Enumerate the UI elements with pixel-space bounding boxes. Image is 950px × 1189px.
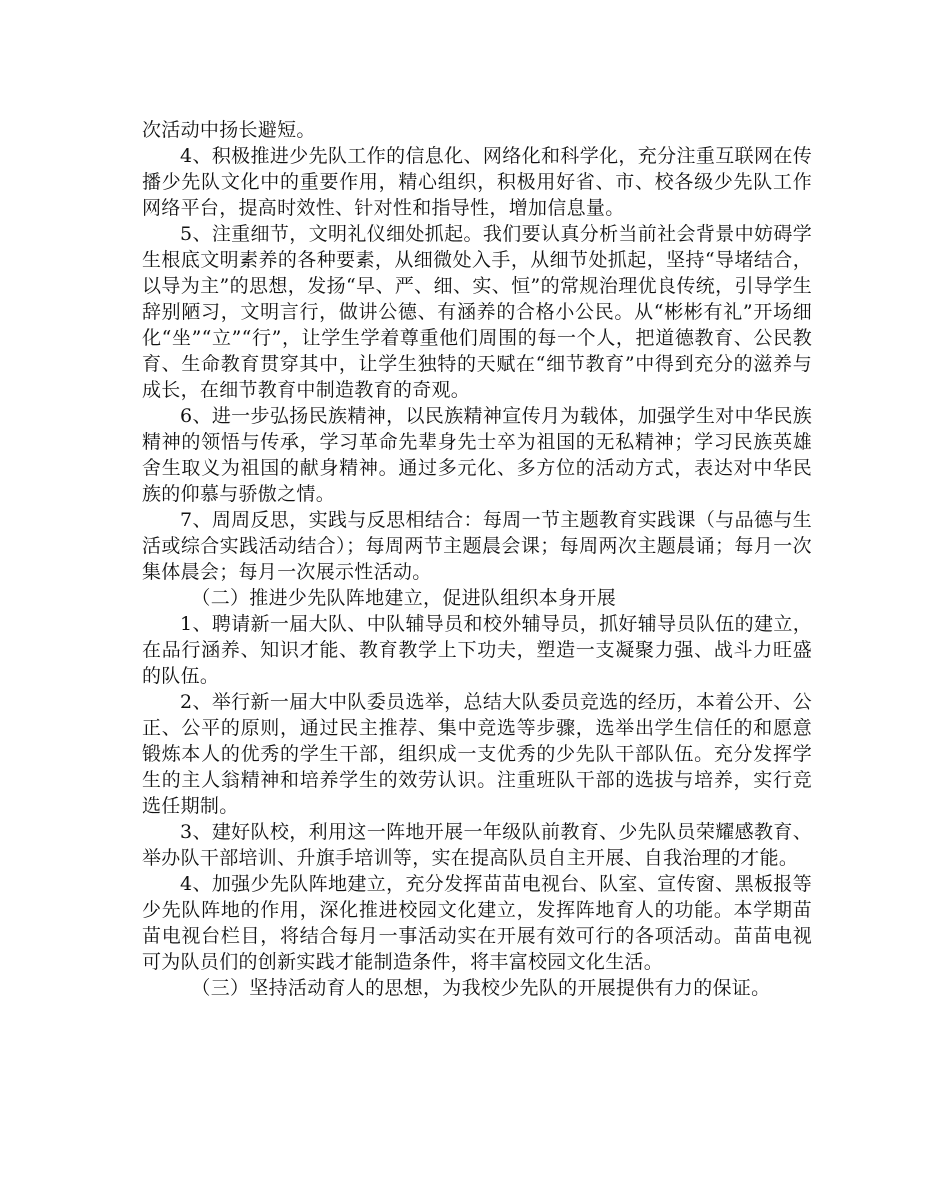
paragraph-item-5: 5、注重细节，文明礼仪细处抓起。我们要认真分析当前社会背景中妨碍学生根底文明素养的各种要素，从细微处入手，从细节处抓起，坚持“导堵结合，以导为主”的思想，发扬“早、严、细、实、恒”的常规治理优良传统，引导学生辞别陋习，文明言行，做讲公德、有涵养的合格小公民。从“彬彬有礼”开场细化“坐”“立”“行”，让学生学着尊重他们周围的每一个人，把道德教育、公民教育、生命教育贯穿其中，让学生独特的天赋在“细节教育”中得到充分的滋养与成长，在细节教育中制造教育的奇观。: [142, 223, 812, 401]
paragraph-item-4: 4、积极推进少先队工作的信息化、网络化和科学化，充分注重互联网在传播少先队文化中的重要作用，精心组织，积极用好省、市、校各级少先队工作网络平台，提高时效性、针对性和指导性，增加信息量。: [142, 145, 812, 219]
paragraph-section2-item-1: 1、聘请新一届大队、中队辅导员和校外辅导员，抓好辅导员队伍的建立，在品行涵养、知识才能、教育教学上下功夫，塑造一支凝聚力强、战斗力旺盛的队伍。: [142, 613, 812, 687]
section-heading-2: （二）推进少先队阵地建立，促进队组织本身开展: [191, 587, 616, 609]
paragraph-item-7: 7、周周反思，实践与反思相结合：每周一节主题教育实践课（与品德与生活或综合实践活动结合）；每周两节主题晨会课；每周两次主题晨诵；每月一次集体晨会；每月一次展示性活动。: [142, 509, 812, 583]
paragraph-section2-item-2: 2、举行新一届大中队委员选举，总结大队委员竞选的经历，本着公开、公正、公平的原则，通过民主推荐、集中竞选等步骤，选举出学生信任的和愿意锻炼本人的优秀的学生干部，组织成一支优秀的少先队干部队伍。充分发挥学生的主人翁精神和培养学生的效劳认识。注重班队干部的选拔与培养，实行竞选任期制。: [142, 691, 812, 817]
paragraph-continuation: 次活动中扬长避短。: [142, 119, 316, 141]
section-heading-3: （三）坚持活动育人的思想，为我校少先队的开展提供有力的保证。: [191, 977, 771, 999]
paragraph-section2-item-4: 4、加强少先队阵地建立，充分发挥苗苗电视台、队室、宣传窗、黑板报等少先队阵地的作用，深化推进校园文化建立，发挥阵地育人的功能。本学期苗苗电视台栏目，将结合每月一事活动实在开展有效可行的各项活动。苗苗电视可为队员们的创新实践才能制造条件，将丰富校园文化生活。: [142, 873, 812, 973]
document-page: [142, 117, 812, 1001]
paragraph-section2-item-3: 3、建好队校，利用这一阵地开展一年级队前教育、少先队员荣耀感教育、举办队干部培训、升旗手培训等，实在提高队员自主开展、自我治理的才能。: [142, 821, 812, 869]
paragraph-item-6: 6、进一步弘扬民族精神，以民族精神宣传月为载体，加强学生对中华民族精神的领悟与传承，学习革命先辈身先士卒为祖国的无私精神；学习民族英雄舍生取义为祖国的献身精神。通过多元化、多方位的活动方式，表达对中华民族的仰慕与骄傲之情。: [142, 405, 812, 505]
